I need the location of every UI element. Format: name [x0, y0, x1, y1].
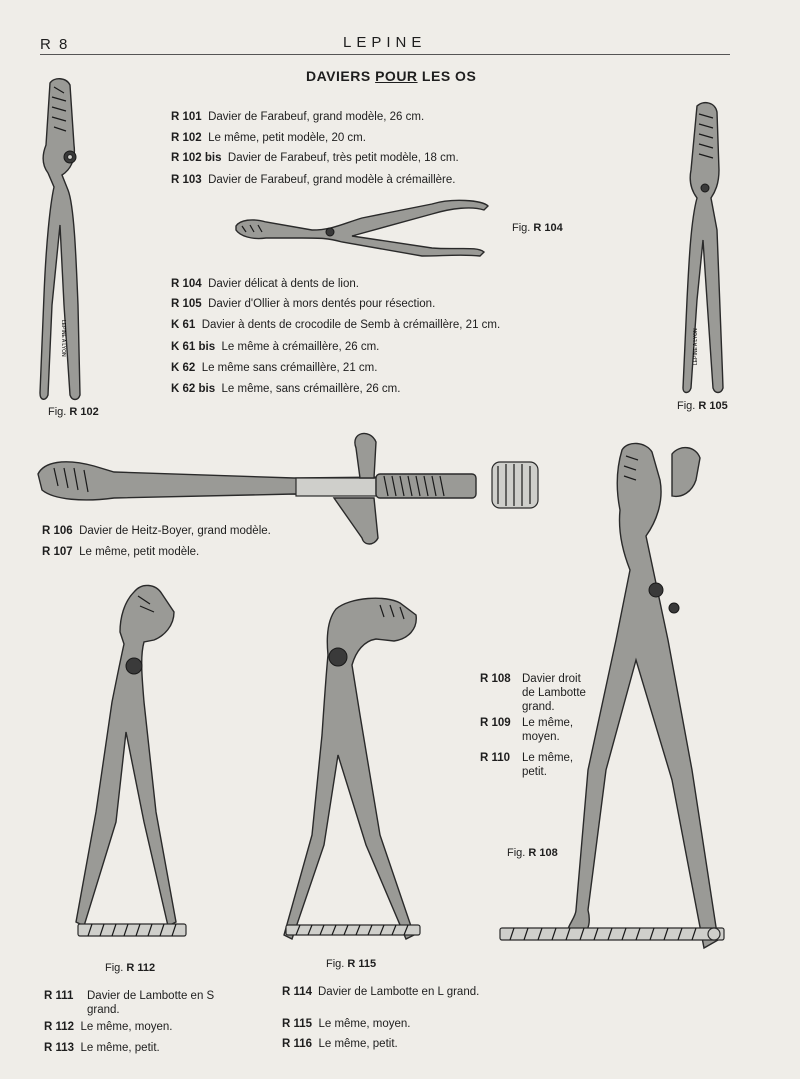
catalog-entry-r110: R 110 Le même, petit. [480, 752, 574, 778]
forceps-r104-illustration [232, 196, 492, 258]
forceps-r106-illustration [34, 428, 546, 550]
maker-engraving-r102: LEPINE A LYON [60, 320, 66, 357]
catalog-entry-r111: R 111 Davier de Lambotte en S grand. [44, 990, 215, 1016]
catalog-entry-k62: K 62 Le même sans crémaillère, 21 cm. [171, 362, 378, 374]
catalog-entry-r105: R 105 Davier d'Ollier à mors dentés pour résection. [171, 298, 436, 310]
catalog-entry-r112: R 112 Le même, moyen. [44, 1021, 173, 1033]
catalog-entry-r113: R 113 Le même, petit. [44, 1042, 160, 1054]
catalog-entry-r106: R 106 Davier de Heitz-Boyer, grand modèle. [42, 525, 271, 537]
catalog-entry-k61: K 61 Davier à dents de crocodile de Semb à crémaillère, 21 cm. [171, 319, 501, 331]
figure-caption-r112: Fig. R 112 [105, 962, 156, 974]
figure-caption-r105: Fig. R 105 [677, 400, 728, 412]
catalog-entry-r109: R 109 Le même, moyen. [480, 717, 574, 743]
figure-caption-r108: Fig. R 108 [507, 847, 558, 859]
section-title: DAVIERS POUR LES OS [306, 68, 477, 84]
catalog-entry-r101: R 101 Davier de Farabeuf, grand modèle, 26 cm. [171, 111, 425, 123]
figure-caption-r115: Fig. R 115 [326, 958, 377, 970]
catalog-entry-r102: R 102 Le même, petit modèle, 20 cm. [171, 132, 366, 144]
forceps-r102-illustration [40, 75, 110, 405]
catalog-entry-r107: R 107 Le même, petit modèle. [42, 546, 200, 558]
catalog-entry-k61bis: K 61 bis Le même à crémaillère, 26 cm. [171, 341, 380, 353]
catalog-entry-r116: R 116 Le même, petit. [282, 1038, 398, 1050]
catalog-entry-r108: R 108 Davier droit de Lambotte grand. [480, 673, 586, 713]
maker-engraving-r105: LEPINE A LYON [693, 328, 699, 365]
forceps-r115-illustration [276, 595, 426, 955]
page-number: R 8 [40, 36, 70, 53]
header-rule [40, 54, 730, 55]
catalog-entry-r103: R 103 Davier de Farabeuf, grand modèle à crémaillère. [171, 174, 456, 186]
catalog-entry-r102bis: R 102 bis Davier de Farabeuf, très petit modèle, 18 cm. [171, 152, 459, 164]
figure-caption-r102: Fig. R 102 [48, 406, 99, 418]
figure-caption-r104: Fig. R 104 [512, 222, 563, 234]
brand-title: LEPINE [343, 34, 427, 51]
catalog-entry-r114: R 114 Davier de Lambotte en L grand. [282, 986, 480, 998]
forceps-r105-illustration [675, 100, 735, 400]
catalog-entry-r115: R 115 Le même, moyen. [282, 1018, 411, 1030]
catalog-entry-r104: R 104 Davier délicat à dents de lion. [171, 278, 359, 290]
catalog-entry-k62bis: K 62 bis Le même, sans crémaillère, 26 cm. [171, 383, 401, 395]
forceps-r112-illustration [64, 582, 214, 952]
forceps-r108-illustration [496, 440, 748, 970]
